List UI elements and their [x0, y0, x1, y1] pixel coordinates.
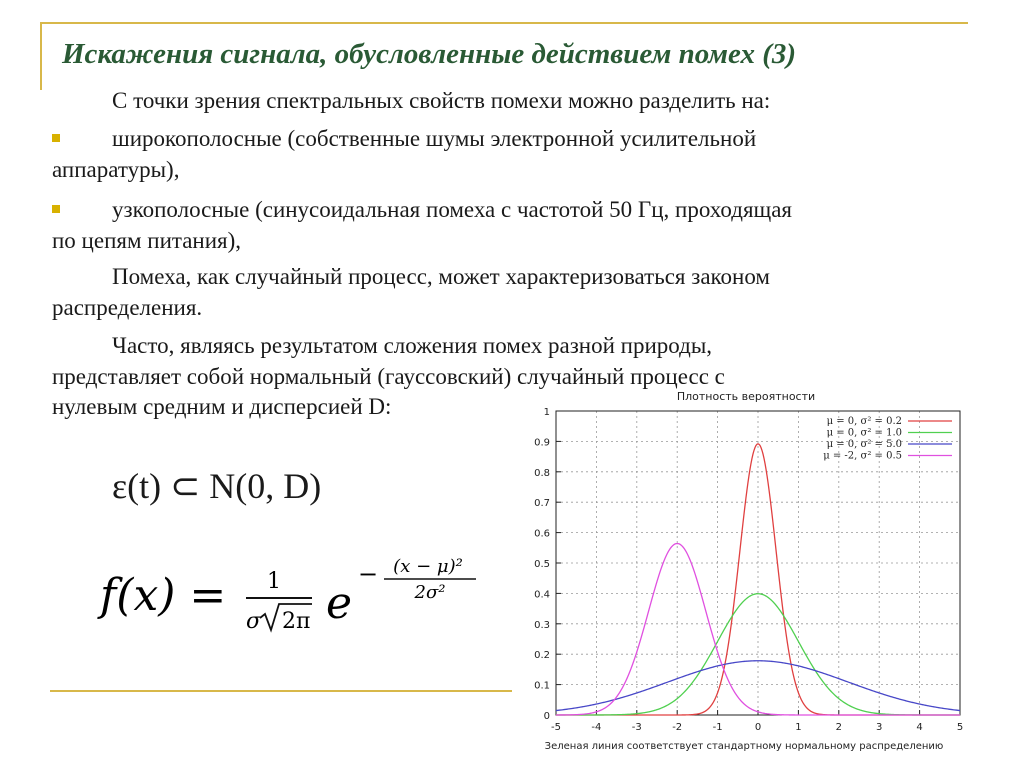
gaussian-pdf-formula [96, 548, 496, 648]
formula-radicand: 2π [282, 609, 311, 634]
legend-label-1: μ = 0, σ² = 0.2 [826, 416, 902, 427]
x-tick-label: -1 [712, 722, 723, 733]
formula-exp-numerator: (x − μ)² [393, 556, 463, 577]
x-tick-label: -4 [591, 722, 602, 733]
formula-exp-minus: − [358, 560, 379, 588]
x-tick-label: -3 [631, 722, 642, 733]
x-tick-label: 1 [795, 722, 802, 733]
y-tick-label: 0.4 [534, 589, 550, 601]
formula-exp-base: e [326, 578, 353, 629]
legend-label-2: μ = 0, σ² = 1.0 [826, 427, 902, 439]
legend-label-4: μ = -2, σ² = 0.5 [823, 450, 902, 462]
x-tick-label: 5 [956, 722, 964, 733]
para3-line-1: Часто, являясь результатом сложения помех разной природы, [112, 333, 713, 358]
y-tick-label: 0.8 [534, 467, 550, 479]
bullet-1-line-2: аппаратуры), [52, 157, 180, 182]
chart-caption: Зеленая линия соответствует стандартному нормальному распределению [544, 741, 944, 752]
y-tick-label: 1 [543, 407, 550, 418]
left-rule [40, 22, 42, 90]
bullet-2-line-1: узкополосные (синусоидальная помеха с частотой 50 Гц, проходящая [112, 197, 793, 222]
para3-line-2: представляет собой нормальный (гауссовский) случайный процесс с [52, 364, 725, 389]
chart-title: Плотность вероятности [676, 390, 816, 403]
y-tick-label: 0 [543, 711, 550, 722]
formula-exp-denominator: 2σ² [414, 582, 446, 603]
bullet-2-line-2: по цепям питания), [52, 228, 242, 253]
chart-svg [508, 385, 970, 757]
series-line-3 [556, 661, 960, 711]
series-line-4 [556, 543, 960, 715]
x-tick-label: 2 [835, 722, 842, 733]
y-tick-label: 0.5 [534, 559, 550, 570]
x-tick-label: 0 [754, 722, 762, 733]
bullet-marker [52, 134, 60, 142]
formula-sigma: σ [246, 609, 262, 634]
slide-title: Искажения сигнала, обусловленные действием помех (3) [62, 38, 797, 70]
y-tick-label: 0.2 [534, 650, 550, 662]
para2-line-1: Помеха, как случайный процесс, может характеризоваться законом [112, 264, 770, 289]
y-tick-label: 0.9 [534, 437, 550, 449]
para3-line-3: нулевым средним и дисперсией D: [52, 394, 392, 419]
y-tick-label: 0.6 [534, 528, 550, 540]
x-tick-label: -2 [672, 722, 683, 733]
x-tick-label: 4 [916, 722, 923, 733]
bullet-1-line-1: широкополосные (собственные шумы электронной усилительной [112, 126, 757, 151]
top-rule [40, 22, 968, 24]
formula-lhs: f(x) = [100, 570, 227, 621]
y-tick-label: 0.3 [534, 619, 550, 631]
x-tick-label: 3 [876, 722, 883, 733]
probability-density-chart [508, 385, 970, 757]
legend-label-3: μ = 0, σ² = 5.0 [826, 439, 902, 450]
intro-text: С точки зрения спектральных свойств помехи можно разделить на: [112, 88, 771, 113]
bottom-rule [50, 690, 512, 692]
para2-line-2: распределения. [52, 295, 203, 320]
y-tick-label: 0.1 [534, 680, 550, 692]
noise-formula: ε(t) ⊂ N(0, D) [112, 466, 322, 506]
series-line-1 [556, 444, 960, 715]
formula-numerator: 1 [267, 569, 281, 594]
bullet-marker [52, 205, 60, 213]
x-tick-label: -5 [551, 722, 561, 733]
y-tick-label: 0.7 [534, 498, 550, 510]
